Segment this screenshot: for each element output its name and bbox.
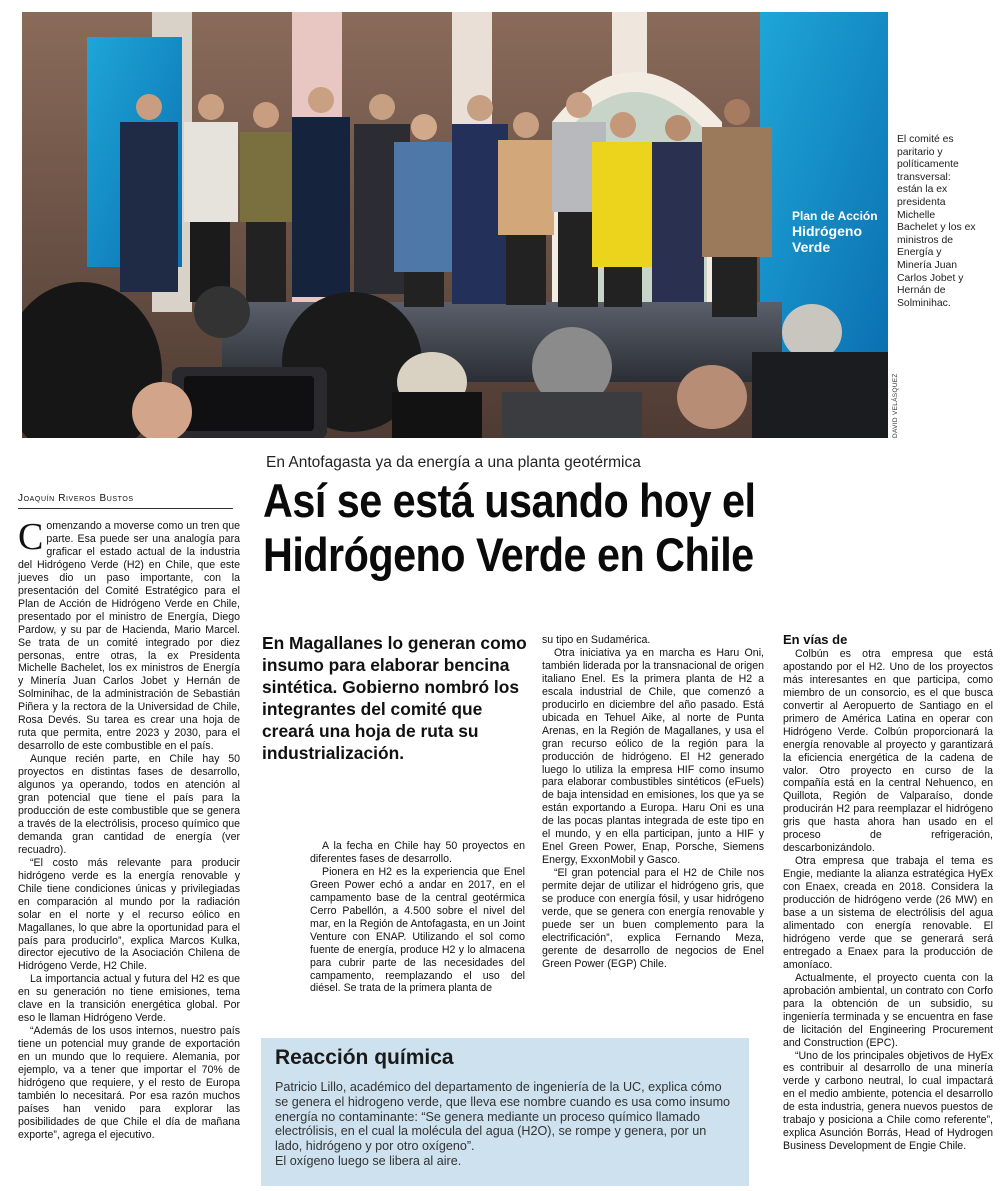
paragraph: “Uno de los principales objetivos de HyEx es contribuir al desarrollo de una minería verde y carbono neutral, lo cual impactará en el medio ambiente, potencia el desarrollo de esta industria, genera nuevos puestos de trabajo y posiciona a Chile como referente”, explica Asunción Borrás, Head of Hydrogen Business Development de Engie Chile. [783, 1049, 993, 1153]
paragraph: Colbún es otra empresa que está apostando por el H2. Uno de los proyectos más interesantes en que participa, como miembro de un consorcio, es el que busca convertir al Aeropuerto de Santiago en el primero de América Latina en operar con Hidrógeno Verde. Colbún proporcionará la energía renovable al proyecto y garantizará la eficiencia energética de la cadena de valor. Otro proyecto en curso de la compañía está en la central Nehuenco, en Quillota, Región de Valparaíso, donde producirán H2 para reemplazar el hidrógeno gris que hasta ahora han usado en el proceso de refrigeración, descarbonizándolo. [783, 647, 993, 855]
sidebar-box-paragraph: El oxígeno luego se libera al aire. [275, 1153, 462, 1168]
photo-credit [886, 370, 906, 440]
banner-text-2: Hidrógeno [792, 223, 862, 239]
banner-text-3: Verde [792, 239, 831, 255]
article-column-1 [18, 516, 240, 1142]
sidebar-box [261, 1038, 749, 1186]
paragraph: “El gran potencial para el H2 de Chile nos permite dejar de utilizar el hidrógeno gris, que se produce con energía fósil, y usar hidrógeno verde, que se genera con energía renovable y puede ser un buen complemento para la electrificación”, explica Fernando Meza, gerente de desarrollo de negocios de Enel Green Power (EGP) Chile. [542, 867, 764, 970]
article-column-3 [542, 634, 764, 971]
article-headline [263, 474, 897, 582]
photo-caption: El comité es paritario y políticamente transversal: están la ex presidenta Michelle Bachelet y los ex ministros de Energía y Minería Juan Carlos Jobet y Hernán de Solminihac. [897, 134, 976, 309]
paragraph: omenzando a moverse como un tren que parte. Esa puede ser una analogía para graficar el estado actual de la industria del Hidrógeno Verde (H2) en Chile, que este jueves dio un paso importante, con la presentación del Comité Estratégico para el Plan de Acción de Hidrógeno Verde en Chile, presentado por el ministro de Energía, Diego Pardow, y su par de Hacienda, Mario Marcel. Se trata de un comité integrado por diez personas, entre otras, la ex Presidenta Michelle Bachelet, los ex ministros de Energía y Minería Juan Carlos Jobet y Hernán de Solminihac, de la administración de Sebastián Piñera y la rectora de la Universidad de Chile, Rosa Devés. Su tarea es crear una hoja de ruta que permita, entre 2023 y 2030, para el desarrollo de este combustible en el país. [18, 520, 240, 753]
paragraph: Otra empresa que trabaja el tema es Engie, mediante la alianza estratégica HyEx con Enaex, creada en 2018. Considera la producción de hidrógeno verde (26 MW) en base a un sistema de electrólisis del agua alimentado con energía renovable. El hidrógeno verde que se generará será entregado a Enaex para la producción de amoníaco. [783, 855, 993, 971]
headline-line-2: Hidrógeno Verde en Chile [263, 528, 754, 581]
headline-line-1: Así se está usando hoy el [263, 474, 756, 527]
paragraph: A la fecha en Chile hay 50 proyectos en diferentes fases de desarrollo. [310, 840, 525, 865]
paragraph: Actualmente, el proyecto cuenta con la aprobación ambiental, un contrato con Corfo para la obtención de un subsidio, su ingeniería terminada y se encuentra en fase de licitación del Engineering Procurement and Construction (EPC). [783, 971, 993, 1049]
paragraph: La importancia actual y futura del H2 es que en su generación no tiene emisiones, tema clave en la transición energética global. Por eso le llaman Hidrógeno Verde. [18, 973, 240, 1025]
paragraph: “El costo más relevante para producir hidrógeno verde es la energía renovable y Chile tiene condiciones únicas y privilegiadas en comparación al mundo por la radiación solar en el norte y el recurso eólico en Magallanes, lo que abre la oportunidad para el país para producirlo”, explica Marcos Kulka, director ejecutivo de la Asociación Chilena de Hidrógeno Verde, H2 Chile. [18, 856, 240, 973]
article-byline: Joaquín Riveros Bustos [18, 493, 233, 509]
article-column-4 [783, 634, 993, 1153]
drop-cap: C [18, 516, 44, 558]
paragraph: su tipo en Sudamérica. [542, 634, 651, 646]
sidebar-box-title: Reacción química [275, 1046, 454, 1069]
paragraph: “Además de los usos internos, nuestro país tiene un potencial muy grande de exportación en un mundo que lo requiere. Alemania, por ejemplo, va a tener que importar el 70% de hidrógeno que requiere, y el resto de Europa también lo necesitará. Por esa razón muchos países han venido para explorar las posibilidades de que Chile el día de mañana exporte”, agrega el ejecutivo. [18, 1025, 240, 1141]
paragraph: Otra iniciativa ya en marcha es Haru Oni, también liderada por la transnacional de origen italiano Enel. Es la primera planta de H2 a escala industrial de Chile, que comenzó a producirlo en diciembre del año pasado. Está ubicada en Tehuel Aike, al norte de Punta Arenas, en la Región de Magallanes, y usa el gran recurso eólico de la región para la producción de hidrógeno. El H2 generado luego lo utiliza la empresa HIF como insumo para elaborar combustibles sintéticos (eFuels) de baja intensidad en emisiones, los que ya se están exportando a Europa. Haru Oni es una de las pocas plantas integrada de este tipo en el mundo, y en ella participan, junto a HIF y Enel Green Power, Enap, Porsche, Siemens Energy, ExxonMobil y Gasco. [542, 646, 764, 867]
section-subheading: En vías de [783, 632, 848, 647]
sidebar-box-paragraph: Patricio Lillo, académico del departamento de ingeniería de la UC, explica cómo se genera el hidrogeno verde, que lleva ese nombre cuando es usa como insumo energía no contaminante: “Se genera mediante un proceso químico llamado electrólisis, en el cual la molécula del agua (H2O), se rompe y genera, por un lado, hidrógeno y por otro oxígeno”. [275, 1080, 731, 1154]
banner-text-1: Plan de Acción [792, 209, 878, 223]
paragraph: Pionera en H2 es la experiencia que Enel Green Power echó a andar en 2017, en el campamento base de la central geotérmica Cerro Pabellón, a 4.500 sobre el nivel del mar, en la Región de Antofagasta, en un Joint Venture con ENAP. Utilizando el sol como fuente de energía, produce H2 y lo almacena para cubrir parte de las necesidades del campamento, reemplazando el uso del diésel. Se trata de la primera planta de [310, 865, 525, 995]
article-kicker: En Antofagasta ya da energía a una planta geotérmica [266, 454, 641, 471]
article-photo [22, 12, 888, 438]
sidebar-box-body [275, 1080, 735, 1169]
article-column-2 [310, 840, 525, 995]
paragraph: Aunque recién parte, en Chile hay 50 proyectos en distintas fases de desarrollo, algunos ya operando, todos en atención al gran potencial que tiene el país para la producción de este combustible que se genera a través de la electrólisis, proceso químico que demanda gran cantidad de energía (ver recuadro). [18, 753, 240, 856]
photo-credit-text: DAVID VELÁSQUEZ [892, 373, 899, 438]
article-deck: En Magallanes lo generan como insumo para elaborar bencina sintética. Gobierno nombró los integrantes del comité que creará una hoja de ruta su industrialización. [262, 633, 527, 763]
photo-illustration [22, 12, 888, 438]
